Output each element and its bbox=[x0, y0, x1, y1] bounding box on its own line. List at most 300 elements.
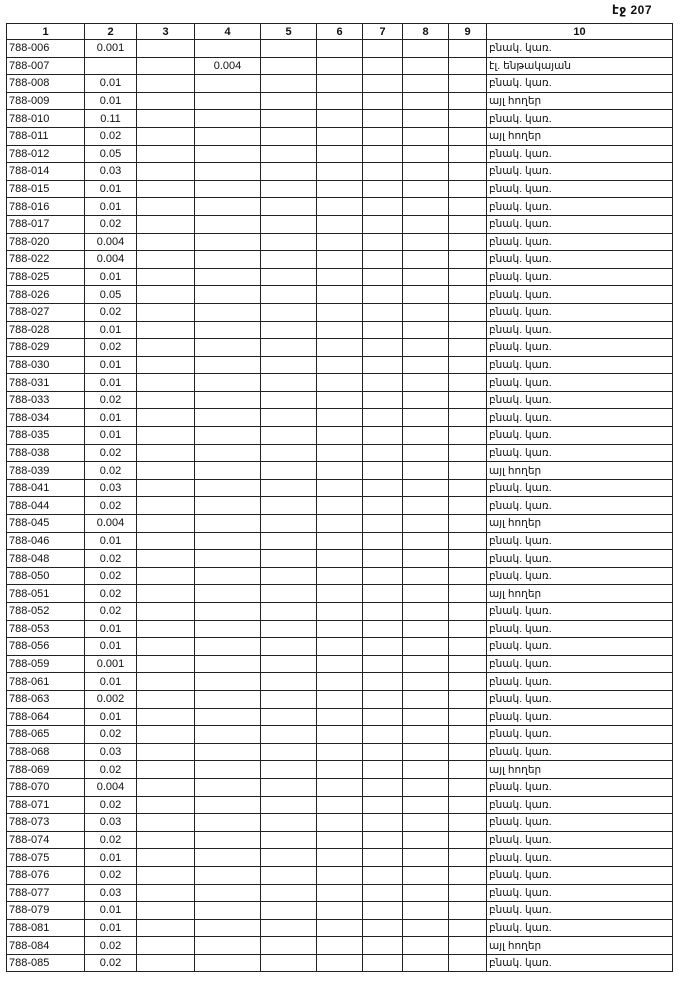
empty-cell bbox=[261, 937, 317, 955]
empty-cell bbox=[449, 585, 487, 603]
empty-cell bbox=[403, 849, 449, 867]
land-use-cell: այլ հողեր bbox=[487, 515, 673, 533]
empty-cell bbox=[449, 726, 487, 744]
table-row bbox=[7, 57, 673, 75]
column-header: 3 bbox=[137, 24, 195, 40]
empty-cell bbox=[317, 919, 363, 937]
area-secondary-cell bbox=[195, 515, 261, 533]
empty-cell bbox=[363, 92, 403, 110]
table-row bbox=[7, 180, 673, 198]
empty-cell bbox=[317, 655, 363, 673]
area-cell: 0.03 bbox=[85, 163, 137, 181]
empty-cell bbox=[261, 778, 317, 796]
land-use-cell: բնակ. կառ. bbox=[487, 814, 673, 832]
parcel-id-cell: 788-014 bbox=[7, 163, 85, 181]
empty-cell bbox=[137, 75, 195, 93]
area-cell: 0.01 bbox=[85, 321, 137, 339]
empty-cell bbox=[317, 286, 363, 304]
parcel-id-cell: 788-065 bbox=[7, 726, 85, 744]
area-cell: 0.05 bbox=[85, 145, 137, 163]
area-cell: 0.004 bbox=[85, 515, 137, 533]
area-secondary-cell bbox=[195, 884, 261, 902]
empty-cell bbox=[363, 831, 403, 849]
empty-cell bbox=[403, 919, 449, 937]
empty-cell bbox=[137, 374, 195, 392]
area-cell: 0.02 bbox=[85, 831, 137, 849]
area-secondary-cell bbox=[195, 198, 261, 216]
empty-cell bbox=[261, 515, 317, 533]
empty-cell bbox=[137, 462, 195, 480]
empty-cell bbox=[137, 180, 195, 198]
empty-cell bbox=[137, 778, 195, 796]
empty-cell bbox=[403, 40, 449, 58]
area-cell: 0.02 bbox=[85, 937, 137, 955]
land-use-cell: բնակ. կառ. bbox=[487, 796, 673, 814]
empty-cell bbox=[363, 444, 403, 462]
empty-cell bbox=[317, 690, 363, 708]
empty-cell bbox=[317, 127, 363, 145]
empty-cell bbox=[403, 884, 449, 902]
area-secondary-cell bbox=[195, 726, 261, 744]
empty-cell bbox=[137, 567, 195, 585]
area-secondary-cell bbox=[195, 796, 261, 814]
empty-cell bbox=[363, 726, 403, 744]
empty-cell bbox=[317, 110, 363, 128]
area-secondary-cell bbox=[195, 708, 261, 726]
empty-cell bbox=[137, 497, 195, 515]
empty-cell bbox=[137, 215, 195, 233]
empty-cell bbox=[363, 919, 403, 937]
empty-cell bbox=[449, 75, 487, 93]
empty-cell bbox=[261, 726, 317, 744]
empty-cell bbox=[363, 708, 403, 726]
area-secondary-cell bbox=[195, 374, 261, 392]
parcel-id-cell: 788-081 bbox=[7, 919, 85, 937]
area-secondary-cell bbox=[195, 251, 261, 269]
empty-cell bbox=[317, 497, 363, 515]
empty-cell bbox=[261, 532, 317, 550]
area-cell: 0.11 bbox=[85, 110, 137, 128]
empty-cell bbox=[449, 339, 487, 357]
table-row bbox=[7, 532, 673, 550]
table-row bbox=[7, 374, 673, 392]
empty-cell bbox=[317, 937, 363, 955]
area-secondary-cell bbox=[195, 673, 261, 691]
area-cell: 0.02 bbox=[85, 127, 137, 145]
table-row bbox=[7, 198, 673, 216]
empty-cell bbox=[137, 620, 195, 638]
parcel-id-cell: 788-085 bbox=[7, 954, 85, 972]
empty-cell bbox=[261, 444, 317, 462]
empty-cell bbox=[403, 163, 449, 181]
parcel-id-cell: 788-059 bbox=[7, 655, 85, 673]
parcel-id-cell: 788-071 bbox=[7, 796, 85, 814]
parcel-id-cell: 788-010 bbox=[7, 110, 85, 128]
empty-cell bbox=[363, 75, 403, 93]
table-row bbox=[7, 427, 673, 445]
empty-cell bbox=[363, 849, 403, 867]
empty-cell bbox=[403, 268, 449, 286]
empty-cell bbox=[363, 356, 403, 374]
empty-cell bbox=[363, 532, 403, 550]
land-use-cell: բնակ. կառ. bbox=[487, 75, 673, 93]
parcel-id-cell: 788-053 bbox=[7, 620, 85, 638]
empty-cell bbox=[137, 532, 195, 550]
empty-cell bbox=[403, 550, 449, 568]
empty-cell bbox=[317, 409, 363, 427]
empty-cell bbox=[363, 567, 403, 585]
empty-cell bbox=[261, 57, 317, 75]
land-use-cell: բնակ. կառ. bbox=[487, 444, 673, 462]
area-secondary-cell bbox=[195, 638, 261, 656]
area-cell: 0.01 bbox=[85, 919, 137, 937]
empty-cell bbox=[449, 866, 487, 884]
parcel-id-cell: 788-084 bbox=[7, 937, 85, 955]
empty-cell bbox=[363, 286, 403, 304]
area-cell: 0.01 bbox=[85, 268, 137, 286]
empty-cell bbox=[363, 251, 403, 269]
area-secondary-cell bbox=[195, 497, 261, 515]
empty-cell bbox=[137, 866, 195, 884]
area-secondary-cell bbox=[195, 814, 261, 832]
empty-cell bbox=[449, 638, 487, 656]
area-secondary-cell bbox=[195, 479, 261, 497]
empty-cell bbox=[403, 286, 449, 304]
area-secondary-cell bbox=[195, 778, 261, 796]
area-cell: 0.01 bbox=[85, 849, 137, 867]
area-cell: 0.02 bbox=[85, 339, 137, 357]
empty-cell bbox=[261, 479, 317, 497]
parcel-id-cell: 788-074 bbox=[7, 831, 85, 849]
table-row bbox=[7, 849, 673, 867]
empty-cell bbox=[317, 884, 363, 902]
empty-cell bbox=[317, 479, 363, 497]
column-header: 2 bbox=[85, 24, 137, 40]
empty-cell bbox=[317, 391, 363, 409]
empty-cell bbox=[449, 92, 487, 110]
empty-cell bbox=[449, 532, 487, 550]
parcel-id-cell: 788-079 bbox=[7, 902, 85, 920]
empty-cell bbox=[449, 145, 487, 163]
empty-cell bbox=[261, 127, 317, 145]
empty-cell bbox=[317, 585, 363, 603]
parcel-id-cell: 788-008 bbox=[7, 75, 85, 93]
table-row bbox=[7, 673, 673, 691]
empty-cell bbox=[137, 849, 195, 867]
empty-cell bbox=[137, 673, 195, 691]
land-use-cell: բնակ. կառ. bbox=[487, 919, 673, 937]
area-secondary-cell bbox=[195, 110, 261, 128]
area-cell: 0.03 bbox=[85, 814, 137, 832]
empty-cell bbox=[137, 743, 195, 761]
empty-cell bbox=[403, 127, 449, 145]
area-cell: 0.01 bbox=[85, 532, 137, 550]
empty-cell bbox=[403, 673, 449, 691]
empty-cell bbox=[137, 638, 195, 656]
empty-cell bbox=[403, 532, 449, 550]
table-row bbox=[7, 796, 673, 814]
empty-cell bbox=[363, 954, 403, 972]
area-secondary-cell bbox=[195, 215, 261, 233]
empty-cell bbox=[449, 215, 487, 233]
empty-cell bbox=[137, 796, 195, 814]
empty-cell bbox=[261, 884, 317, 902]
empty-cell bbox=[317, 57, 363, 75]
empty-cell bbox=[317, 778, 363, 796]
empty-cell bbox=[403, 427, 449, 445]
empty-cell bbox=[363, 391, 403, 409]
empty-cell bbox=[261, 954, 317, 972]
empty-cell bbox=[317, 268, 363, 286]
area-cell: 0.02 bbox=[85, 303, 137, 321]
empty-cell bbox=[449, 110, 487, 128]
empty-cell bbox=[363, 550, 403, 568]
table-row bbox=[7, 233, 673, 251]
empty-cell bbox=[363, 127, 403, 145]
area-cell: 0.02 bbox=[85, 761, 137, 779]
area-cell: 0.01 bbox=[85, 638, 137, 656]
empty-cell bbox=[317, 831, 363, 849]
land-use-cell: այլ հողեր bbox=[487, 937, 673, 955]
empty-cell bbox=[137, 40, 195, 58]
empty-cell bbox=[363, 690, 403, 708]
area-secondary-cell bbox=[195, 427, 261, 445]
parcel-id-cell: 788-009 bbox=[7, 92, 85, 110]
empty-cell bbox=[449, 268, 487, 286]
empty-cell bbox=[317, 515, 363, 533]
empty-cell bbox=[403, 831, 449, 849]
empty-cell bbox=[403, 603, 449, 621]
table-row bbox=[7, 550, 673, 568]
empty-cell bbox=[261, 708, 317, 726]
table-row bbox=[7, 690, 673, 708]
land-use-cell: բնակ. կառ. bbox=[487, 479, 673, 497]
empty-cell bbox=[261, 673, 317, 691]
table-row bbox=[7, 110, 673, 128]
column-header: 8 bbox=[403, 24, 449, 40]
table-row bbox=[7, 866, 673, 884]
empty-cell bbox=[449, 444, 487, 462]
parcel-id-cell: 788-027 bbox=[7, 303, 85, 321]
empty-cell bbox=[403, 251, 449, 269]
empty-cell bbox=[449, 391, 487, 409]
land-use-cell: բնակ. կառ. bbox=[487, 954, 673, 972]
empty-cell bbox=[261, 462, 317, 480]
empty-cell bbox=[317, 567, 363, 585]
empty-cell bbox=[403, 57, 449, 75]
area-cell: 0.01 bbox=[85, 180, 137, 198]
empty-cell bbox=[363, 902, 403, 920]
empty-cell bbox=[363, 814, 403, 832]
empty-cell bbox=[449, 462, 487, 480]
parcel-id-cell: 788-026 bbox=[7, 286, 85, 304]
empty-cell bbox=[403, 215, 449, 233]
table-row bbox=[7, 954, 673, 972]
area-secondary-cell bbox=[195, 391, 261, 409]
empty-cell bbox=[403, 515, 449, 533]
empty-cell bbox=[137, 321, 195, 339]
empty-cell bbox=[403, 902, 449, 920]
land-use-cell: բնակ. կառ. bbox=[487, 884, 673, 902]
parcel-id-cell: 788-041 bbox=[7, 479, 85, 497]
land-use-cell: բնակ. կառ. bbox=[487, 743, 673, 761]
parcel-id-cell: 788-029 bbox=[7, 339, 85, 357]
parcel-id-cell: 788-048 bbox=[7, 550, 85, 568]
land-use-cell: բնակ. կառ. bbox=[487, 603, 673, 621]
land-use-cell: բնակ. կառ. bbox=[487, 550, 673, 568]
empty-cell bbox=[403, 339, 449, 357]
area-cell: 0.004 bbox=[85, 233, 137, 251]
land-use-cell: բնակ. կառ. bbox=[487, 902, 673, 920]
empty-cell bbox=[261, 198, 317, 216]
empty-cell bbox=[403, 303, 449, 321]
area-secondary-cell bbox=[195, 954, 261, 972]
area-cell: 0.02 bbox=[85, 603, 137, 621]
area-secondary-cell bbox=[195, 532, 261, 550]
land-use-cell: բնակ. կառ. bbox=[487, 620, 673, 638]
area-cell: 0.02 bbox=[85, 444, 137, 462]
empty-cell bbox=[261, 251, 317, 269]
empty-cell bbox=[449, 778, 487, 796]
area-secondary-cell bbox=[195, 92, 261, 110]
area-cell: 0.001 bbox=[85, 40, 137, 58]
parcel-id-cell: 788-012 bbox=[7, 145, 85, 163]
table-row bbox=[7, 356, 673, 374]
area-cell: 0.03 bbox=[85, 479, 137, 497]
land-use-cell: բնակ. կառ. bbox=[487, 567, 673, 585]
empty-cell bbox=[449, 690, 487, 708]
area-secondary-cell bbox=[195, 145, 261, 163]
empty-cell bbox=[137, 515, 195, 533]
empty-cell bbox=[317, 673, 363, 691]
area-secondary-cell bbox=[195, 620, 261, 638]
empty-cell bbox=[137, 339, 195, 357]
area-secondary-cell bbox=[195, 919, 261, 937]
table-row bbox=[7, 444, 673, 462]
empty-cell bbox=[261, 603, 317, 621]
empty-cell bbox=[363, 215, 403, 233]
empty-cell bbox=[363, 585, 403, 603]
empty-cell bbox=[261, 567, 317, 585]
empty-cell bbox=[449, 374, 487, 392]
land-use-cell: այլ հողեր bbox=[487, 761, 673, 779]
table-row bbox=[7, 620, 673, 638]
parcel-id-cell: 788-077 bbox=[7, 884, 85, 902]
area-cell: 0.02 bbox=[85, 462, 137, 480]
area-cell: 0.02 bbox=[85, 796, 137, 814]
empty-cell bbox=[363, 110, 403, 128]
empty-cell bbox=[317, 163, 363, 181]
table-row bbox=[7, 761, 673, 779]
empty-cell bbox=[317, 638, 363, 656]
area-cell: 0.01 bbox=[85, 75, 137, 93]
empty-cell bbox=[403, 374, 449, 392]
column-header: 1 bbox=[7, 24, 85, 40]
empty-cell bbox=[137, 831, 195, 849]
empty-cell bbox=[261, 163, 317, 181]
table-row bbox=[7, 902, 673, 920]
empty-cell bbox=[317, 796, 363, 814]
area-cell: 0.01 bbox=[85, 356, 137, 374]
empty-cell bbox=[363, 743, 403, 761]
table-row bbox=[7, 814, 673, 832]
empty-cell bbox=[363, 479, 403, 497]
empty-cell bbox=[363, 57, 403, 75]
empty-cell bbox=[363, 163, 403, 181]
empty-cell bbox=[317, 233, 363, 251]
table-row bbox=[7, 303, 673, 321]
empty-cell bbox=[449, 708, 487, 726]
table-row bbox=[7, 778, 673, 796]
area-cell: 0.03 bbox=[85, 884, 137, 902]
empty-cell bbox=[137, 92, 195, 110]
empty-cell bbox=[403, 321, 449, 339]
page-number: էջ 207 bbox=[612, 3, 653, 17]
empty-cell bbox=[363, 268, 403, 286]
parcel-id-cell: 788-056 bbox=[7, 638, 85, 656]
parcel-id-cell: 788-007 bbox=[7, 57, 85, 75]
empty-cell bbox=[403, 356, 449, 374]
empty-cell bbox=[137, 286, 195, 304]
empty-cell bbox=[403, 814, 449, 832]
empty-cell bbox=[137, 919, 195, 937]
parcel-id-cell: 788-028 bbox=[7, 321, 85, 339]
empty-cell bbox=[317, 145, 363, 163]
empty-cell bbox=[403, 690, 449, 708]
empty-cell bbox=[403, 620, 449, 638]
empty-cell bbox=[261, 849, 317, 867]
table-row bbox=[7, 743, 673, 761]
empty-cell bbox=[137, 198, 195, 216]
empty-cell bbox=[363, 427, 403, 445]
empty-cell bbox=[449, 497, 487, 515]
empty-cell bbox=[449, 321, 487, 339]
land-use-cell: բնակ. կառ. bbox=[487, 40, 673, 58]
empty-cell bbox=[261, 321, 317, 339]
table-row bbox=[7, 145, 673, 163]
empty-cell bbox=[137, 251, 195, 269]
empty-cell bbox=[403, 479, 449, 497]
empty-cell bbox=[317, 303, 363, 321]
parcel-id-cell: 788-033 bbox=[7, 391, 85, 409]
area-secondary-cell bbox=[195, 902, 261, 920]
area-cell: 0.02 bbox=[85, 550, 137, 568]
area-cell: 0.01 bbox=[85, 374, 137, 392]
area-secondary-cell bbox=[195, 321, 261, 339]
parcel-id-cell: 788-063 bbox=[7, 690, 85, 708]
area-secondary-cell bbox=[195, 866, 261, 884]
parcel-id-cell: 788-050 bbox=[7, 567, 85, 585]
empty-cell bbox=[261, 40, 317, 58]
empty-cell bbox=[403, 743, 449, 761]
land-use-cell: բնակ. կառ. bbox=[487, 849, 673, 867]
empty-cell bbox=[403, 198, 449, 216]
land-use-cell: բնակ. կառ. bbox=[487, 339, 673, 357]
land-use-cell: բնակ. կառ. bbox=[487, 497, 673, 515]
parcel-id-cell: 788-075 bbox=[7, 849, 85, 867]
empty-cell bbox=[137, 303, 195, 321]
empty-cell bbox=[137, 391, 195, 409]
land-use-cell: բնակ. կառ. bbox=[487, 303, 673, 321]
area-cell bbox=[85, 57, 137, 75]
empty-cell bbox=[363, 374, 403, 392]
parcel-id-cell: 788-061 bbox=[7, 673, 85, 691]
table-row bbox=[7, 321, 673, 339]
area-secondary-cell bbox=[195, 831, 261, 849]
area-secondary-cell bbox=[195, 75, 261, 93]
table-row bbox=[7, 655, 673, 673]
land-use-cell: էլ. ենթակայան bbox=[487, 57, 673, 75]
